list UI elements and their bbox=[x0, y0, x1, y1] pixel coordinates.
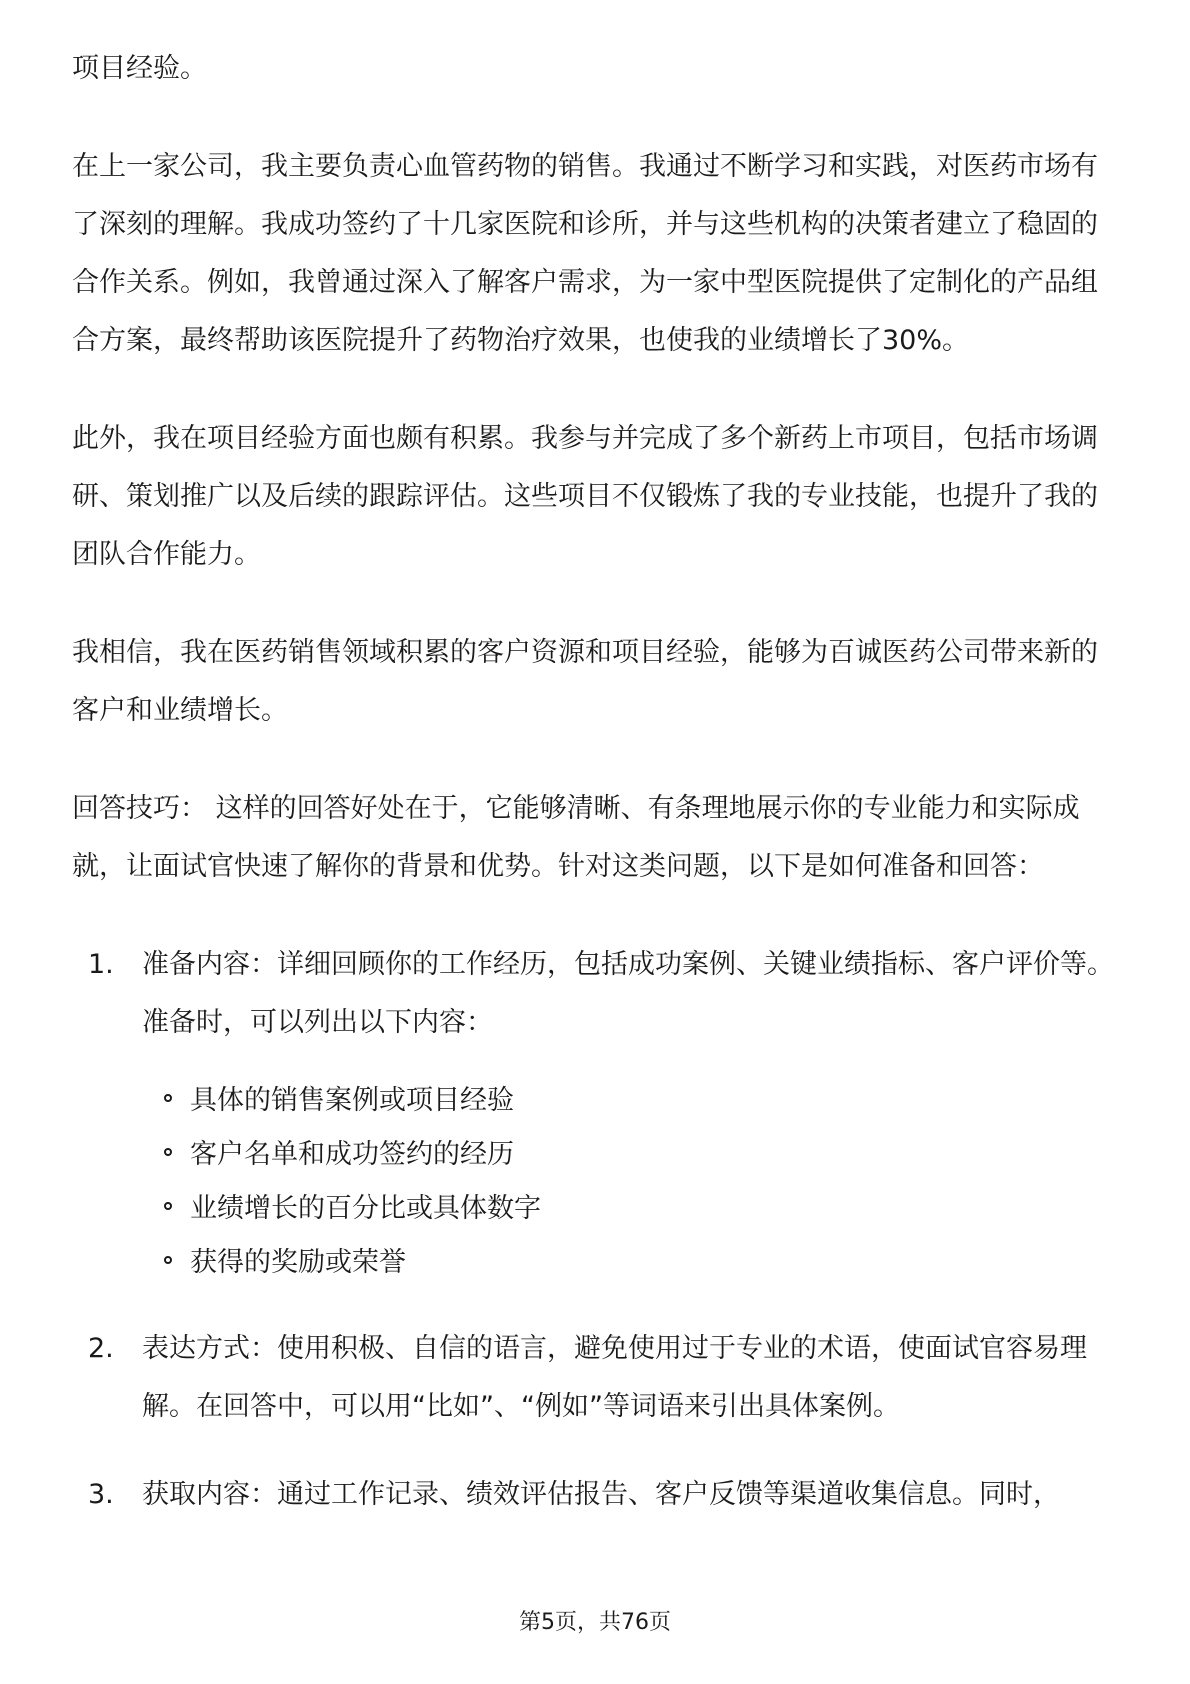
list-item bbox=[88, 936, 1122, 1290]
sub-list-item bbox=[142, 1128, 1122, 1182]
sub-list-item bbox=[142, 1182, 1122, 1236]
document-body bbox=[72, 40, 1122, 1554]
circle-bullet-icon bbox=[164, 1202, 172, 1210]
sub-list-text: 具体的销售案例或项目经验 bbox=[190, 1085, 514, 1116]
paragraph: 在上一家公司，我主要负责心血管药物的销售。我通过不断学习和实践，对医药市场有了深刻的理解。我成功签约了十几家医院和诊所，并与这些机构的决策者建立了稳固的合作关系。例如，我曾通过深入了解客户需求，为一家中型医院提供了定制化的产品组合方案，最终帮助该医院提升了药物治疗效果，也使我的业绩增长了30%。 bbox=[72, 151, 1098, 356]
sub-list-text: 业绩增长的百分比或具体数字 bbox=[190, 1193, 541, 1224]
sub-list bbox=[142, 1074, 1122, 1290]
numbered-list bbox=[72, 936, 1122, 1524]
circle-bullet-icon bbox=[164, 1148, 172, 1156]
list-number: 2. bbox=[88, 1333, 114, 1364]
sub-list-text: 获得的奖励或荣誉 bbox=[190, 1247, 406, 1278]
sub-list-item bbox=[142, 1074, 1122, 1128]
list-item-text: 获取内容：通过工作记录、绩效评估报告、客户反馈等渠道收集信息。同时， bbox=[142, 1479, 1060, 1510]
list-item-text: 表达方式：使用积极、自信的语言，避免使用过于专业的术语，使面试官容易理解。在回答中，可以用“比如”、“例如”等词语来引出具体案例。 bbox=[142, 1333, 1087, 1422]
sub-list-item bbox=[142, 1236, 1122, 1290]
list-item-text: 准备内容：详细回顾你的工作经历，包括成功案例、关键业绩指标、客户评价等。准备时，可以列出以下内容： bbox=[142, 949, 1114, 1038]
page-footer: 第5页，共76页 bbox=[519, 1610, 671, 1635]
circle-bullet-icon bbox=[164, 1094, 172, 1102]
paragraph: 此外，我在项目经验方面也颇有积累。我参与并完成了多个新药上市项目，包括市场调研、策划推广以及后续的跟踪评估。这些项目不仅锻炼了我的专业技能，也提升了我的团队合作能力。 bbox=[72, 423, 1098, 570]
paragraph: 我相信，我在医药销售领域积累的客户资源和项目经验，能够为百诚医药公司带来新的客户和业绩增长。 bbox=[72, 637, 1098, 726]
list-number: 3. bbox=[88, 1479, 114, 1510]
list-item bbox=[88, 1320, 1122, 1436]
sub-list-text: 客户名单和成功签约的经历 bbox=[190, 1139, 514, 1170]
list-number: 1. bbox=[88, 949, 114, 980]
list-item bbox=[88, 1466, 1122, 1524]
circle-bullet-icon bbox=[164, 1256, 172, 1264]
paragraph: 回答技巧： 这样的回答好处在于，它能够清晰、有条理地展示你的专业能力和实际成就，让面试官快速了解你的背景和优势。针对这类问题，以下是如何准备和回答： bbox=[72, 793, 1080, 882]
paragraph: 项目经验。 bbox=[72, 53, 207, 84]
